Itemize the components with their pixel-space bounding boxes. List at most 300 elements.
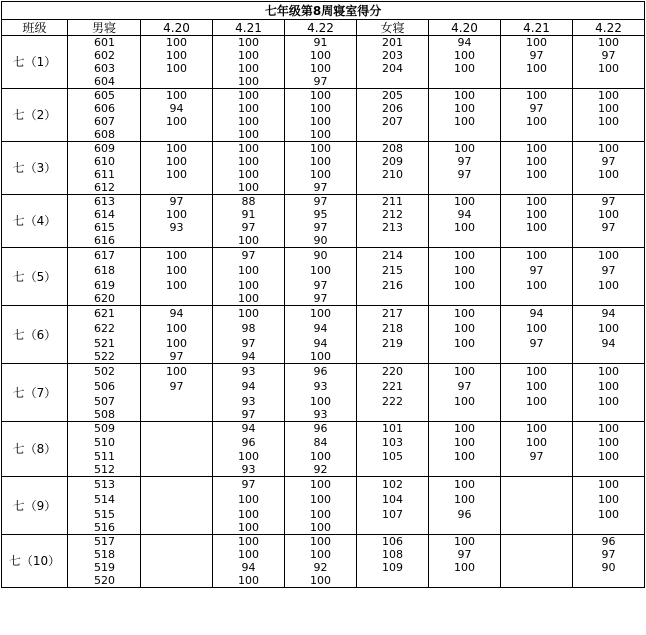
girls-room: 211 — [357, 195, 429, 209]
boys-score-1: 97 — [141, 195, 213, 209]
boys-room: 619 — [68, 278, 141, 293]
boys-room: 616 — [68, 234, 141, 248]
girls-score-1: 97 — [429, 155, 501, 168]
girls-score-3: 100 — [573, 477, 645, 493]
girls-room: 106 — [357, 535, 429, 549]
boys-score-3: 100 — [285, 477, 357, 493]
table-row — [2, 49, 645, 62]
table-row — [2, 336, 645, 351]
boys-score-1 — [141, 422, 213, 437]
boys-score-3: 96 — [285, 364, 357, 380]
table-row — [2, 263, 645, 278]
girls-score-2 — [501, 522, 573, 535]
girls-score-3 — [573, 181, 645, 195]
boys-score-1: 100 — [141, 208, 213, 221]
boys-score-1 — [141, 409, 213, 422]
boys-room: 617 — [68, 248, 141, 264]
boys-score-1 — [141, 450, 213, 464]
boys-room: 601 — [68, 36, 141, 50]
girls-room: 216 — [357, 278, 429, 293]
boys-score-1: 100 — [141, 155, 213, 168]
boys-score-3: 100 — [285, 168, 357, 181]
girls-score-1 — [429, 128, 501, 142]
girls-score-2 — [501, 181, 573, 195]
girls-room: 207 — [357, 115, 429, 128]
girls-score-1: 97 — [429, 168, 501, 181]
girls-score-3: 100 — [573, 36, 645, 50]
boys-score-2: 100 — [213, 234, 285, 248]
boys-room: 603 — [68, 62, 141, 75]
boys-room: 508 — [68, 409, 141, 422]
girls-score-2: 97 — [501, 336, 573, 351]
boys-score-3: 100 — [285, 62, 357, 75]
girls-room: 209 — [357, 155, 429, 168]
girls-score-2: 100 — [501, 436, 573, 450]
girls-score-3: 100 — [573, 364, 645, 380]
girls-score-3 — [573, 409, 645, 422]
boys-room: 511 — [68, 450, 141, 464]
girls-score-2: 100 — [501, 422, 573, 437]
table-row — [2, 155, 645, 168]
table-row — [2, 464, 645, 477]
girls-score-1 — [429, 293, 501, 306]
boys-room: 620 — [68, 293, 141, 306]
boys-score-1 — [141, 75, 213, 89]
class-label: 七（3） — [2, 142, 68, 195]
girls-score-3: 100 — [573, 89, 645, 103]
boys-room: 612 — [68, 181, 141, 195]
girls-score-2: 97 — [501, 102, 573, 115]
girls-score-1: 100 — [429, 263, 501, 278]
girls-score-2: 100 — [501, 248, 573, 264]
boys-score-3: 100 — [285, 450, 357, 464]
boys-score-1 — [141, 394, 213, 409]
boys-score-2: 97 — [213, 221, 285, 234]
boys-score-3: 93 — [285, 379, 357, 394]
boys-score-2: 93 — [213, 394, 285, 409]
girls-room — [357, 409, 429, 422]
boys-score-3: 100 — [285, 155, 357, 168]
table-row — [2, 548, 645, 561]
header-row — [2, 20, 645, 36]
girls-room: 222 — [357, 394, 429, 409]
girls-room: 109 — [357, 561, 429, 574]
boys-score-1 — [141, 561, 213, 574]
table-row — [2, 142, 645, 156]
girls-room: 219 — [357, 336, 429, 351]
girls-score-1: 100 — [429, 195, 501, 209]
table-row — [2, 477, 645, 493]
girls-score-1 — [429, 574, 501, 588]
boys-score-1 — [141, 128, 213, 142]
header-girls-date-1: 4.20 — [429, 20, 501, 36]
girls-score-1: 94 — [429, 208, 501, 221]
boys-score-2: 97 — [213, 248, 285, 264]
boys-score-3: 100 — [285, 128, 357, 142]
boys-score-2: 100 — [213, 492, 285, 507]
girls-room — [357, 234, 429, 248]
girls-score-3: 97 — [573, 221, 645, 234]
boys-score-3: 94 — [285, 321, 357, 336]
boys-room: 604 — [68, 75, 141, 89]
boys-score-3: 100 — [285, 492, 357, 507]
girls-score-2 — [501, 234, 573, 248]
girls-room: 217 — [357, 306, 429, 322]
girls-score-2: 100 — [501, 278, 573, 293]
girls-score-2: 100 — [501, 364, 573, 380]
girls-room: 107 — [357, 507, 429, 522]
girls-score-3: 100 — [573, 278, 645, 293]
boys-room: 602 — [68, 49, 141, 62]
boys-score-3: 84 — [285, 436, 357, 450]
boys-score-1: 94 — [141, 102, 213, 115]
boys-room: 509 — [68, 422, 141, 437]
table-row — [2, 379, 645, 394]
boys-score-1 — [141, 492, 213, 507]
boys-score-3: 90 — [285, 234, 357, 248]
boys-score-1 — [141, 181, 213, 195]
girls-score-3: 100 — [573, 142, 645, 156]
girls-score-2 — [501, 535, 573, 549]
girls-score-2 — [501, 507, 573, 522]
girls-score-2: 94 — [501, 306, 573, 322]
boys-score-2: 98 — [213, 321, 285, 336]
girls-score-2: 100 — [501, 155, 573, 168]
boys-score-1: 100 — [141, 336, 213, 351]
girls-score-3: 100 — [573, 492, 645, 507]
boys-room: 607 — [68, 115, 141, 128]
boys-score-3: 100 — [285, 263, 357, 278]
class-label: 七（8） — [2, 422, 68, 477]
boys-score-2: 94 — [213, 422, 285, 437]
girls-score-2 — [501, 561, 573, 574]
boys-score-2: 100 — [213, 522, 285, 535]
table-row — [2, 128, 645, 142]
boys-score-2: 100 — [213, 450, 285, 464]
table-row — [2, 561, 645, 574]
boys-score-1: 100 — [141, 248, 213, 264]
girls-room: 102 — [357, 477, 429, 493]
girls-room: 206 — [357, 102, 429, 115]
boys-score-3: 96 — [285, 422, 357, 437]
table-row — [2, 234, 645, 248]
girls-score-1: 96 — [429, 507, 501, 522]
girls-room: 105 — [357, 450, 429, 464]
girls-score-2 — [501, 548, 573, 561]
girls-score-3: 94 — [573, 336, 645, 351]
table-row — [2, 195, 645, 209]
boys-score-2: 100 — [213, 62, 285, 75]
boys-score-2: 93 — [213, 464, 285, 477]
table-row — [2, 115, 645, 128]
girls-score-1: 100 — [429, 49, 501, 62]
girls-score-1: 100 — [429, 364, 501, 380]
table-row — [2, 221, 645, 234]
girls-score-3: 100 — [573, 436, 645, 450]
girls-score-3: 100 — [573, 62, 645, 75]
boys-score-3: 97 — [285, 278, 357, 293]
boys-score-2: 100 — [213, 102, 285, 115]
header-boys-date-1: 4.20 — [141, 20, 213, 36]
girls-score-2: 100 — [501, 208, 573, 221]
girls-room: 208 — [357, 142, 429, 156]
boys-score-1: 93 — [141, 221, 213, 234]
girls-room: 205 — [357, 89, 429, 103]
boys-score-2: 100 — [213, 49, 285, 62]
girls-score-2: 100 — [501, 195, 573, 209]
boys-score-3: 100 — [285, 89, 357, 103]
girls-score-3: 96 — [573, 535, 645, 549]
girls-room — [357, 293, 429, 306]
boys-room: 618 — [68, 263, 141, 278]
girls-score-2 — [501, 409, 573, 422]
boys-score-2: 100 — [213, 36, 285, 50]
boys-score-2: 100 — [213, 142, 285, 156]
boys-room: 610 — [68, 155, 141, 168]
girls-score-3: 97 — [573, 263, 645, 278]
boys-room: 606 — [68, 102, 141, 115]
girls-score-3 — [573, 234, 645, 248]
header-girls-date-3: 4.22 — [573, 20, 645, 36]
boys-room: 518 — [68, 548, 141, 561]
girls-score-3 — [573, 128, 645, 142]
boys-score-1 — [141, 477, 213, 493]
boys-room: 520 — [68, 574, 141, 588]
table-row — [2, 75, 645, 89]
boys-score-1 — [141, 522, 213, 535]
boys-score-3: 100 — [285, 102, 357, 115]
boys-score-2: 100 — [213, 115, 285, 128]
girls-score-1: 100 — [429, 450, 501, 464]
girls-score-1 — [429, 351, 501, 364]
girls-score-3: 100 — [573, 102, 645, 115]
girls-score-2: 100 — [501, 115, 573, 128]
table-row — [2, 522, 645, 535]
header-class: 班级 — [2, 20, 68, 36]
boys-room: 519 — [68, 561, 141, 574]
girls-score-1: 100 — [429, 436, 501, 450]
girls-score-3: 97 — [573, 155, 645, 168]
boys-room: 611 — [68, 168, 141, 181]
boys-room: 510 — [68, 436, 141, 450]
boys-score-1: 100 — [141, 278, 213, 293]
boys-room: 507 — [68, 394, 141, 409]
boys-score-1: 97 — [141, 379, 213, 394]
table-row — [2, 364, 645, 380]
boys-score-1: 100 — [141, 142, 213, 156]
girls-score-2: 100 — [501, 394, 573, 409]
boys-score-1: 100 — [141, 364, 213, 380]
boys-score-3: 95 — [285, 208, 357, 221]
girls-room: 203 — [357, 49, 429, 62]
boys-score-3: 100 — [285, 548, 357, 561]
boys-score-1 — [141, 548, 213, 561]
girls-score-3: 100 — [573, 168, 645, 181]
girls-score-2 — [501, 477, 573, 493]
class-label: 七（4） — [2, 195, 68, 248]
girls-score-3: 100 — [573, 379, 645, 394]
boys-score-2: 100 — [213, 75, 285, 89]
boys-score-3: 97 — [285, 75, 357, 89]
boys-score-2: 100 — [213, 155, 285, 168]
boys-score-1: 100 — [141, 263, 213, 278]
boys-room: 516 — [68, 522, 141, 535]
girls-score-1: 100 — [429, 89, 501, 103]
boys-room: 515 — [68, 507, 141, 522]
class-label: 七（1） — [2, 36, 68, 89]
boys-score-1 — [141, 507, 213, 522]
boys-score-2: 100 — [213, 574, 285, 588]
girls-room: 213 — [357, 221, 429, 234]
girls-score-3 — [573, 574, 645, 588]
boys-score-2: 88 — [213, 195, 285, 209]
boys-score-1: 100 — [141, 62, 213, 75]
boys-score-3: 97 — [285, 181, 357, 195]
boys-score-1: 94 — [141, 306, 213, 322]
boys-score-1 — [141, 436, 213, 450]
table-row — [2, 208, 645, 221]
girls-score-1: 100 — [429, 535, 501, 549]
header-boys-dorm: 男寝 — [68, 20, 141, 36]
girls-score-1: 100 — [429, 336, 501, 351]
boys-score-1: 100 — [141, 168, 213, 181]
boys-score-1: 100 — [141, 115, 213, 128]
class-label: 七（9） — [2, 477, 68, 535]
boys-score-2: 100 — [213, 535, 285, 549]
girls-score-2 — [501, 75, 573, 89]
boys-score-3: 94 — [285, 336, 357, 351]
girls-score-3: 100 — [573, 321, 645, 336]
table-row — [2, 102, 645, 115]
girls-room — [357, 464, 429, 477]
boys-room: 608 — [68, 128, 141, 142]
boys-score-3: 91 — [285, 36, 357, 50]
girls-score-3: 100 — [573, 450, 645, 464]
girls-score-3: 100 — [573, 115, 645, 128]
table-row — [2, 321, 645, 336]
boys-score-3: 100 — [285, 49, 357, 62]
girls-score-3 — [573, 522, 645, 535]
boys-score-3: 100 — [285, 394, 357, 409]
girls-score-2: 100 — [501, 379, 573, 394]
boys-score-3: 100 — [285, 351, 357, 364]
table-row — [2, 248, 645, 264]
boys-room: 622 — [68, 321, 141, 336]
girls-room: 210 — [357, 168, 429, 181]
boys-score-2: 100 — [213, 548, 285, 561]
boys-room: 615 — [68, 221, 141, 234]
girls-score-1 — [429, 181, 501, 195]
girls-room: 108 — [357, 548, 429, 561]
header-boys-date-2: 4.21 — [213, 20, 285, 36]
girls-score-1: 100 — [429, 142, 501, 156]
girls-score-1: 100 — [429, 492, 501, 507]
class-label: 七（2） — [2, 89, 68, 142]
class-label: 七（10） — [2, 535, 68, 588]
girls-score-2 — [501, 464, 573, 477]
girls-room — [357, 522, 429, 535]
boys-room: 521 — [68, 336, 141, 351]
boys-room: 613 — [68, 195, 141, 209]
girls-room — [357, 128, 429, 142]
boys-room: 512 — [68, 464, 141, 477]
table-row — [2, 351, 645, 364]
girls-room: 218 — [357, 321, 429, 336]
boys-score-3: 97 — [285, 293, 357, 306]
girls-score-3: 97 — [573, 195, 645, 209]
boys-score-3: 92 — [285, 561, 357, 574]
girls-score-2 — [501, 492, 573, 507]
boys-score-1 — [141, 535, 213, 549]
boys-score-3: 100 — [285, 522, 357, 535]
boys-room: 605 — [68, 89, 141, 103]
table-row — [2, 306, 645, 322]
boys-score-2: 100 — [213, 128, 285, 142]
boys-score-2: 100 — [213, 168, 285, 181]
boys-score-3: 97 — [285, 221, 357, 234]
girls-score-3: 97 — [573, 49, 645, 62]
table-row — [2, 168, 645, 181]
girls-room: 101 — [357, 422, 429, 437]
boys-room: 517 — [68, 535, 141, 549]
boys-score-1 — [141, 574, 213, 588]
boys-room: 621 — [68, 306, 141, 322]
girls-room: 104 — [357, 492, 429, 507]
boys-room: 522 — [68, 351, 141, 364]
boys-score-1 — [141, 464, 213, 477]
girls-score-3: 100 — [573, 208, 645, 221]
girls-score-1: 100 — [429, 248, 501, 264]
girls-score-1: 100 — [429, 278, 501, 293]
boys-score-2: 91 — [213, 208, 285, 221]
boys-score-2: 94 — [213, 561, 285, 574]
table-row — [2, 492, 645, 507]
girls-score-2 — [501, 293, 573, 306]
girls-score-1 — [429, 75, 501, 89]
girls-score-1 — [429, 409, 501, 422]
girls-room: 103 — [357, 436, 429, 450]
girls-room — [357, 574, 429, 588]
boys-score-3: 97 — [285, 195, 357, 209]
boys-score-2: 100 — [213, 278, 285, 293]
girls-room — [357, 181, 429, 195]
girls-score-3 — [573, 75, 645, 89]
girls-score-3 — [573, 293, 645, 306]
girls-score-3 — [573, 351, 645, 364]
girls-score-1: 97 — [429, 548, 501, 561]
boys-score-3: 90 — [285, 248, 357, 264]
boys-score-3: 100 — [285, 574, 357, 588]
girls-score-3: 100 — [573, 248, 645, 264]
girls-score-1: 100 — [429, 221, 501, 234]
girls-score-3: 90 — [573, 561, 645, 574]
boys-score-2: 100 — [213, 293, 285, 306]
table-row — [2, 36, 645, 50]
girls-score-2: 100 — [501, 89, 573, 103]
boys-room: 506 — [68, 379, 141, 394]
girls-score-3: 97 — [573, 548, 645, 561]
boys-room: 614 — [68, 208, 141, 221]
girls-score-1: 100 — [429, 306, 501, 322]
girls-score-1: 100 — [429, 422, 501, 437]
boys-room: 513 — [68, 477, 141, 493]
boys-score-2: 96 — [213, 436, 285, 450]
boys-score-2: 100 — [213, 507, 285, 522]
boys-score-2: 93 — [213, 364, 285, 380]
table-title: 七年级第8周寝室得分 — [2, 2, 645, 20]
boys-score-1: 100 — [141, 321, 213, 336]
girls-score-2: 100 — [501, 36, 573, 50]
